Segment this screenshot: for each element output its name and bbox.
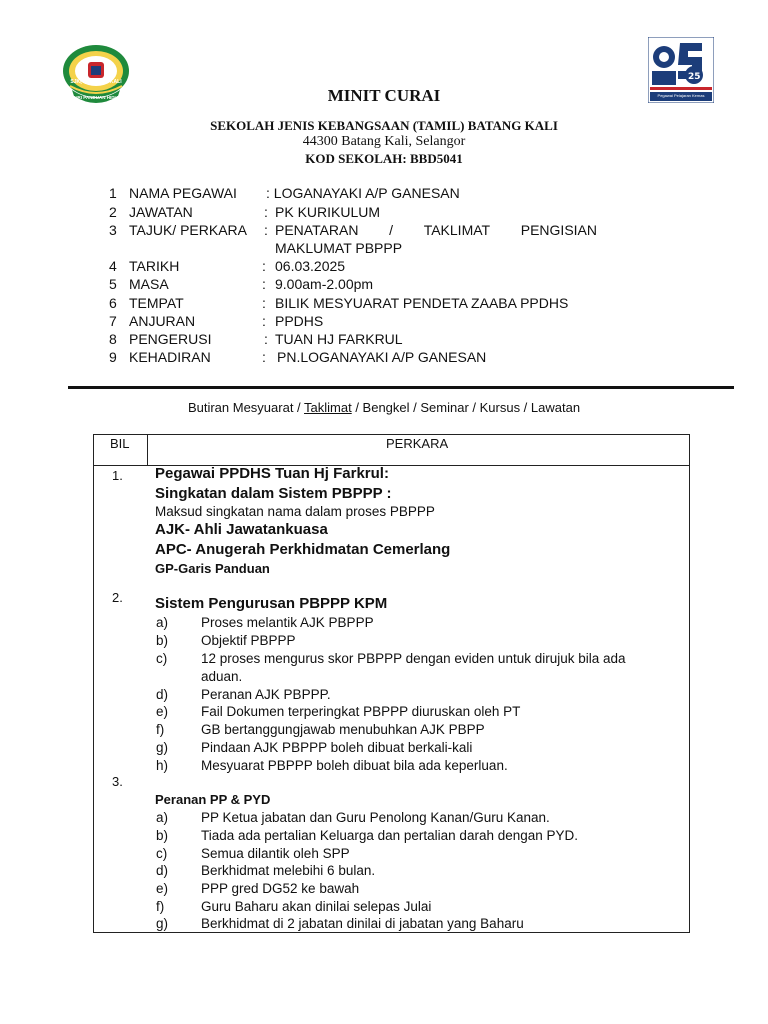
info-row (0, 221, 768, 239)
value-word: PENATARAN (275, 222, 359, 238)
info-label: TARIKH (129, 258, 180, 274)
list-item-key: e) (156, 704, 169, 719)
kpm-logo-caption: Pegawai Pelajaran Kemas (657, 93, 705, 98)
info-row (0, 184, 768, 202)
list-item-text: PP Ketua jabatan dan Guru Penolong Kanan/Guru Kanan. (201, 810, 550, 825)
row-number: 2. (112, 590, 123, 605)
info-row (0, 312, 768, 330)
info-colon: : (262, 276, 266, 292)
list-item-key: c) (156, 846, 168, 861)
list-item-text: Berkhidmat di 2 jabatan dinilai di jabatan yang Baharu (201, 916, 524, 931)
info-label: NAMA PEGAWAI (129, 185, 237, 201)
list-item-key: f) (156, 899, 165, 914)
list-item-key: a) (156, 810, 169, 825)
list-item-key: e) (156, 881, 169, 896)
info-row (0, 294, 768, 312)
list-item-text: PPP gred DG52 ke bawah (201, 881, 360, 896)
school-address: 44300 Batang Kali, Selangor (302, 134, 466, 149)
list-item-text: Tiada ada pertalian Keluarga dan pertalian darah dengan PYD. (201, 828, 579, 843)
list-item-text: Berkhidmat melebihi 6 bulan. (201, 863, 376, 878)
info-label: ANJURAN (129, 313, 196, 329)
info-value: PN.LOGANAYAKI A/P GANESAN (277, 349, 487, 365)
info-row (0, 275, 768, 293)
info-num: 7 (109, 313, 117, 329)
list-item-text: Objektif PBPPP (201, 633, 296, 648)
info-colon: : (262, 313, 266, 329)
info-value (275, 221, 597, 239)
info-label: TEMPAT (129, 295, 184, 311)
svg-text:25: 25 (688, 72, 701, 82)
info-value: MAKLUMAT PBPPP (275, 240, 403, 256)
info-label: TAJUK/ PERKARA (129, 222, 247, 238)
acronym-line: GP-Garis Panduan (155, 561, 270, 576)
info-colon: : (264, 331, 268, 347)
list-item-text: Peranan AJK PBPPP. (201, 687, 331, 702)
info-label: JAWATAN (129, 204, 193, 220)
table-header-bil: BIL (110, 436, 130, 451)
value-word: TAKLIMAT (423, 222, 491, 238)
info-colon: : (264, 204, 268, 220)
school-code: KOD SEKOLAH: BBD5041 (305, 151, 463, 166)
list-item-key: f) (156, 722, 165, 737)
info-row (0, 348, 768, 366)
list-item-text: Fail Dokumen terperingkat PBPPP diuruskan oleh PT (201, 704, 521, 719)
list-item-key: g) (156, 916, 169, 931)
list-item-key: b) (156, 633, 169, 648)
crest-text-top: SJK(T) BATANG KALI (70, 79, 122, 85)
info-value: BILIK MESYUARAT PENDETA ZAABA PPDHS (275, 295, 569, 311)
info-num: 9 (109, 349, 117, 365)
acronym-line: APC- Anugerah Perkhidmatan Cemerlang (155, 541, 451, 558)
section-subheading: Singkatan dalam Sistem PBPPP : (155, 485, 392, 502)
info-colon: : (262, 258, 266, 274)
row-number: 3. (112, 774, 123, 789)
info-label: MASA (129, 276, 169, 292)
acronym-line: AJK- Ahli Jawatankuasa (155, 521, 328, 538)
info-colon: : (262, 349, 266, 365)
table-header-perkara: PERKARA (386, 436, 449, 451)
info-num: 1 (109, 185, 117, 201)
info-value: PK KURIKULUM (275, 204, 381, 220)
list-item-text: 12 proses mengurus skor PBPPP dengan eviden untuk dirujuk bila ada (201, 651, 626, 666)
section-heading: Pegawai PPDHS Tuan Hj Farkrul: (155, 465, 389, 482)
list-item-text: Proses melantik AJK PBPPP (201, 615, 374, 630)
info-num: 5 (109, 276, 117, 292)
list-item-key: h) (156, 758, 169, 773)
info-num: 4 (109, 258, 117, 274)
info-label: PENGERUSI (129, 331, 212, 347)
meeting-type-suffix: / Bengkel / Seminar / Kursus / Lawatan (351, 400, 581, 415)
list-item-key: a) (156, 615, 169, 630)
info-row (0, 330, 768, 348)
info-num: 2 (109, 204, 117, 220)
value-word: PENGISIAN (520, 222, 597, 238)
section-text: Maksud singkatan nama dalam proses PBPPP (155, 504, 435, 519)
section-heading: Sistem Pengurusan PBPPP KPM (155, 595, 388, 612)
info-label: KEHADIRAN (129, 349, 211, 365)
school-name: SEKOLAH JENIS KEBANGSAAN (TAMIL) BATANG KALI (210, 118, 558, 133)
list-item-text: GB bertanggungjawab menubuhkan AJK PBPP (201, 722, 485, 737)
info-num: 8 (109, 331, 117, 347)
list-item-key: d) (156, 687, 169, 702)
meeting-type-prefix: Butiran Mesyuarat / (187, 400, 305, 415)
info-value: 9.00am-2.00pm (275, 276, 374, 292)
table-column-divider (147, 434, 148, 466)
section-heading: Peranan PP & PYD (155, 792, 271, 807)
info-num: 6 (109, 295, 117, 311)
meeting-type-line (0, 400, 768, 415)
value-word: / (389, 222, 394, 238)
info-value: 06.03.2025 (275, 258, 346, 274)
list-item-key: g) (156, 740, 169, 755)
info-value: TUAN HJ FARKRUL (275, 331, 403, 347)
list-item-key: c) (156, 651, 168, 666)
horizontal-divider (68, 386, 734, 389)
crest-text-bottom: SURI PANDUAN HIDUP (71, 95, 121, 100)
list-item-text: Pindaan AJK PBPPP boleh dibuat berkali-kali (201, 740, 473, 755)
info-row (0, 257, 768, 275)
info-value: : LOGANAYAKI A/P GANESAN (266, 185, 460, 201)
row-number: 1. (112, 468, 123, 483)
info-row-continuation (0, 239, 768, 257)
info-row (0, 203, 768, 221)
info-num: 3 (109, 222, 117, 238)
meeting-type-selected: Taklimat (304, 400, 352, 415)
list-item-key: b) (156, 828, 169, 843)
info-colon: : (264, 222, 268, 238)
list-item-text: aduan. (201, 669, 243, 684)
list-item-text: Semua dilantik oleh SPP (201, 846, 350, 861)
list-item-text: Guru Baharu akan dinilai selepas Julai (201, 899, 432, 914)
list-item-text: Mesyuarat PBPPP boleh dibuat bila ada keperluan. (201, 758, 508, 773)
info-value: PPDHS (275, 313, 324, 329)
page-title: MINIT CURAI (327, 86, 441, 105)
info-colon: : (262, 295, 266, 311)
list-item-key: d) (156, 863, 169, 878)
